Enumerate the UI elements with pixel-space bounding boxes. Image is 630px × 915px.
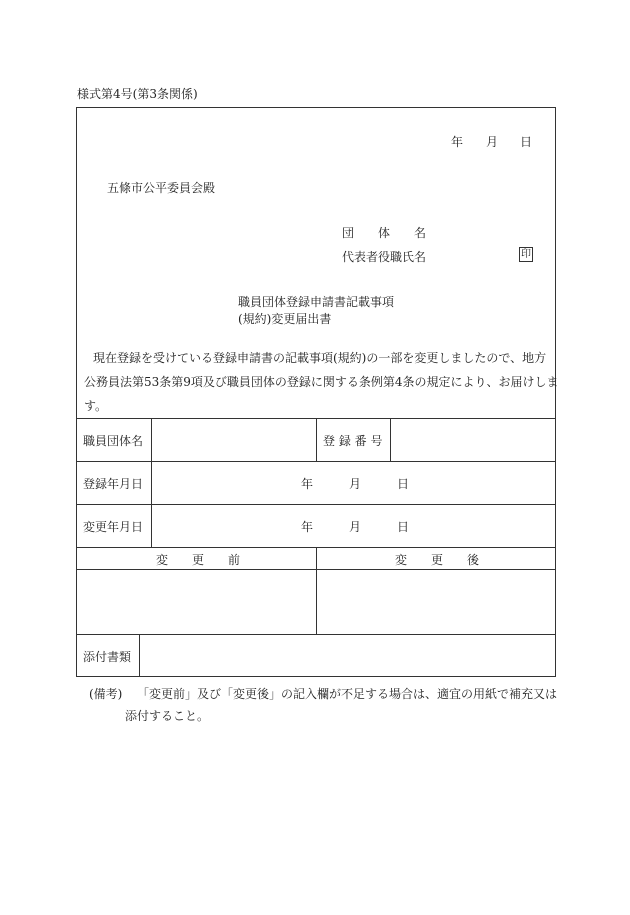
attachments-field[interactable] <box>140 635 555 676</box>
date-year: 年 <box>451 135 464 149</box>
reg-date-month: 月 <box>349 477 362 491</box>
title-line-1: 職員団体登録申請書記載事項 <box>238 295 395 309</box>
change-date-day: 日 <box>397 520 410 534</box>
addressee: 五條市公平委員会殿 <box>107 181 216 195</box>
table-rule-row-2 <box>76 461 556 462</box>
body-text-line-2: 公務員法第53条第9項及び職員団体の登録に関する条例第4条の規定により、お届けしま <box>84 375 559 389</box>
org-name-cell-label: 職員団体名 <box>83 434 144 448</box>
body-text-line-3: す。 <box>84 399 108 413</box>
date-month: 月 <box>486 135 499 149</box>
org-name-field[interactable] <box>152 419 315 460</box>
reg-date-day: 日 <box>397 477 410 491</box>
date-day: 日 <box>520 135 533 149</box>
change-date-month: 月 <box>349 520 362 534</box>
table-divider-reg-number-left <box>316 418 317 461</box>
form-number: 様式第4号(第3条関係) <box>77 87 198 101</box>
before-header: 変 更 前 <box>156 553 241 567</box>
reg-number-cell-label: 登 録 番 号 <box>323 434 383 448</box>
change-date-cell-label: 変更年月日 <box>83 520 144 534</box>
reg-date-year: 年 <box>301 477 314 491</box>
reg-number-field[interactable] <box>391 419 555 460</box>
after-header: 変 更 後 <box>395 553 480 567</box>
before-content-field[interactable] <box>77 570 315 633</box>
note-line-2: 添付すること。 <box>125 709 210 723</box>
representative-label: 代表者役職氏名 <box>342 250 427 264</box>
reg-date-cell-label: 登録年月日 <box>83 477 144 491</box>
after-content-field[interactable] <box>317 570 555 633</box>
title-line-2: (規約)変更届出書 <box>238 312 332 326</box>
note-line-1: 「変更前」及び「変更後」の記入欄が不足する場合は、適宜の用紙で補充又は <box>137 687 558 701</box>
change-date-year: 年 <box>301 520 314 534</box>
org-name-label: 団 体 名 <box>342 226 427 240</box>
table-rule-row-3 <box>76 504 556 505</box>
body-text-line-1: 現在登録を受けている登録申請書の記載事項(規約)の一部を変更しましたので、地方 <box>93 351 547 365</box>
attachments-cell-label: 添付書類 <box>83 650 132 664</box>
note-label: (備考) <box>89 687 123 701</box>
seal-mark: 印 <box>521 249 531 260</box>
